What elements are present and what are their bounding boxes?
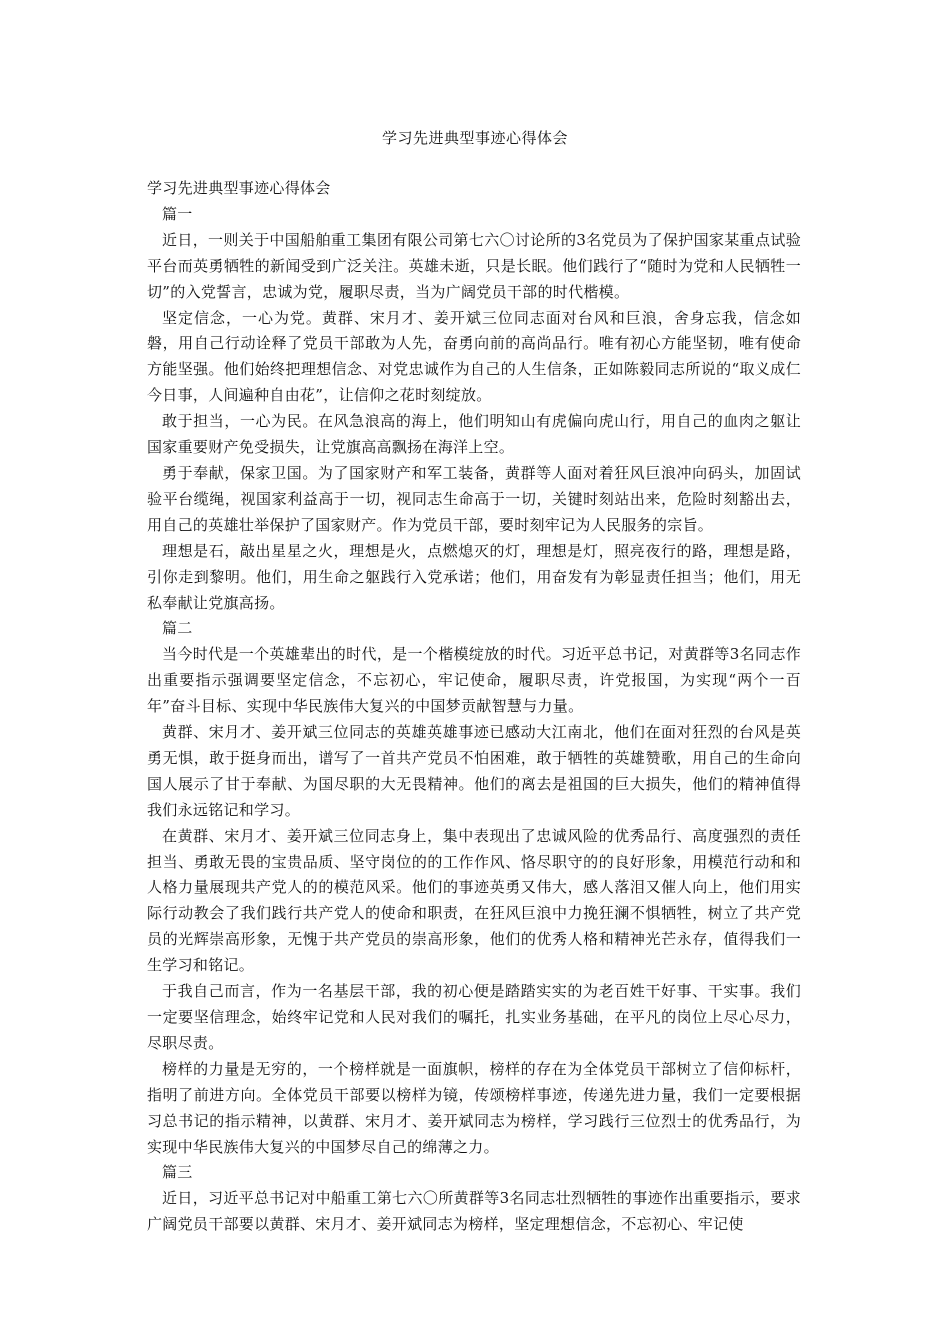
paragraph: 当今时代是一个英雄辈出的时代，是一个楷模绽放的时代。习近平总书记，对黄群等3名同志作出重要指示强调要坚定信念，不忘初心，牢记使命，履职尽责，许党报国，为实现“两个一百年”奋斗目标、实现中华民族伟大复兴的中国梦贡献智慧与力量。 — [147, 645, 801, 716]
paragraph: 黄群、宋月才、姜开斌三位同志的英雄英雄事迹已感动大江南北，他们在面对狂烈的台风是英勇无惧，敢于挺身而出，谱写了一首共产党员不怕困难，敢于牺牲的英雄赞歌，用自己的生命向国人展示了甘于奉献、为国尽职的大无畏精神。他们的离去是祖国的巨大损失，他们的精神值得我们永远铭记和学习。 — [147, 723, 801, 819]
section-label-2: 篇二 — [162, 619, 193, 638]
document-title: 学习先进典型事迹心得体会 — [381, 129, 568, 147]
section-label-1: 篇一 — [162, 204, 193, 223]
paragraph: 坚定信念，一心为党。黄群、宋月才、姜开斌三位同志面对台风和巨浪，舍身忘我，信念如磐，用自己行动诠释了党员干部敢为人先，奋勇向前的高尚品行。唯有初心方能坚韧，唯有使命方能坚强。他们始终把理想信念、对党忠诚作为自己的人生信条，正如陈毅同志所说的“取义成仁今日事，人间遍种自由花”，让信仰之花时刻绽放。 — [147, 308, 801, 405]
section-label-3: 篇三 — [162, 1163, 193, 1182]
paragraph: 榜样的力量是无穷的，一个榜样就是一面旗帜，榜样的存在为全体党员干部树立了信仰标杆，指明了前进方向。全体党员干部要以榜样为镜，传颂榜样事迹，传递先进力量，我们一定要根据习总书记的指示精神，以黄群、宋月才、姜开斌同志为榜样，学习践行三位烈士的优秀品行，为实现中华民族伟大复兴的中国梦尽自己的绵薄之力。 — [147, 1059, 801, 1156]
paragraph: 在黄群、宋月才、姜开斌三位同志身上，集中表现出了忠诚风险的优秀品行、高度强烈的责任担当、勇敢无畏的宝贵品质、坚守岗位的的工作作风、恪尽职守的的良好形象，用模范行动和和人格力量展现共产党人的的模范风采。他们的事迹英勇又伟大，感人落泪又催人向上，他们用实际行动教会了我们践行共产党人的使命和职责，在狂风巨浪中力挽狂澜不惧牺牲，树立了共产党员的光辉崇高形象，无愧于共产党员的崇高形象，他们的优秀人格和精神光芒永存，值得我们一生学习和铭记。 — [147, 826, 801, 975]
document-subtitle: 学习先进典型事迹心得体会 — [147, 179, 331, 197]
document-body — [147, 176, 801, 1238]
paragraph: 于我自己而言，作为一名基层干部，我的初心便是踏踏实实的为老百姓干好事、干实事。我们一定要坚信理念，始终牢记党和人民对我们的嘱托，扎实业务基础，在平凡的岗位上尽心尽力，尽职尽责。 — [147, 982, 801, 1052]
paragraph: 敢于担当，一心为民。在风急浪高的海上，他们明知山有虎偏向虎山行，用自己的血肉之躯让国家重要财产免受损失，让党旗高高飘扬在海洋上空。 — [147, 412, 801, 457]
paragraph: 近日，一则关于中国船舶重工集团有限公司第七六〇讨论所的3名党员为了保护国家某重点试验平台而英勇牺牲的新闻受到广泛关注。英雄未逝，只是长眠。他们践行了“随时为党和人民牺牲一切”的入党誓言，忠诚为党，履职尽责，当为广阔党员干部的时代楷模。 — [147, 230, 801, 301]
paragraph: 勇于奉献，保家卫国。为了国家财产和军工装备，黄群等人面对着狂风巨浪冲向码头，加固试验平台缆绳，视国家利益高于一切，视同志生命高于一切，关键时刻站出来，危险时刻豁出去，用自己的英雄壮举保护了国家财产。作为党员干部，要时刻牢记为人民服务的宗旨。 — [147, 463, 801, 534]
paragraph: 近日，习近平总书记对中船重工第七六〇所黄群等3名同志壮烈牺牲的事迹作出重要指示，要求广阔党员干部要以黄群、宋月才、姜开斌同志为榜样，坚定理想信念，不忘初心、牢记使 — [147, 1189, 801, 1234]
paragraph: 理想是石，敲出星星之火，理想是火，点燃熄灭的灯，理想是灯，照亮夜行的路，理想是路，引你走到黎明。他们，用生命之躯践行入党承诺；他们，用奋发有为彰显责任担当；他们，用无私奉献让党旗高扬。 — [147, 541, 801, 612]
